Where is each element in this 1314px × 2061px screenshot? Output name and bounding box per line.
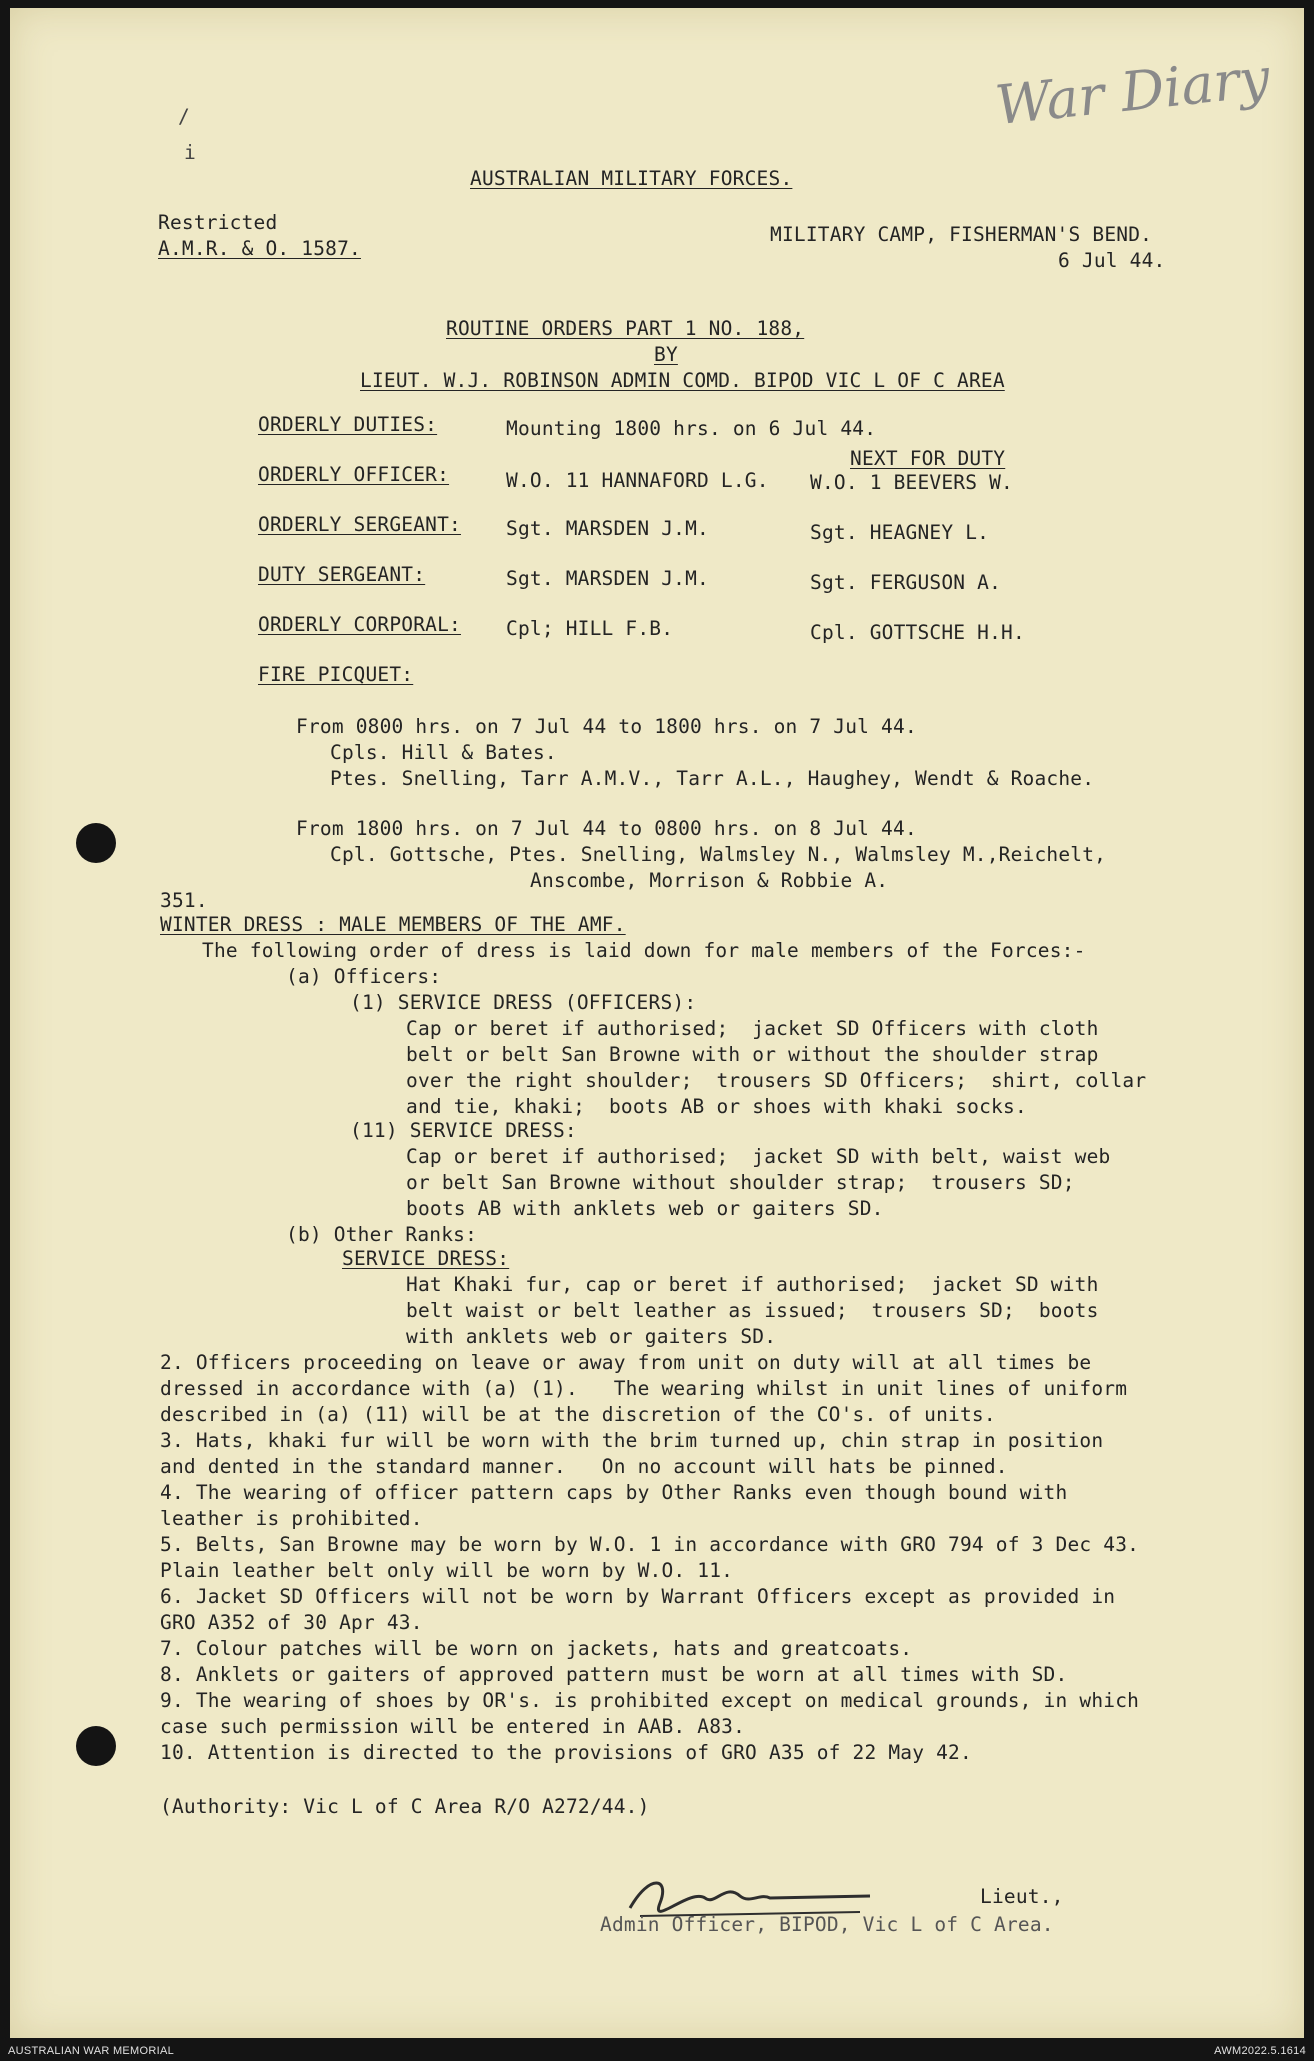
fire-picquet-label: FIRE PICQUET: [258,663,414,686]
handwritten-note: War Diary [992,45,1273,138]
duty-label: DUTY SERGEANT: [258,563,426,586]
order-line: 7. Colour patches will be worn on jackets, hats and greatcoats. [160,1637,913,1660]
order-line: (1) SERVICE DRESS (OFFICERS): [350,991,697,1014]
duty-next: Sgt. HEAGNEY L. [810,521,990,544]
order-line: Hat Khaki fur, cap or beret if authorised; jacket SD with [406,1273,1099,1296]
order-line: dressed in accordance with (a) (1). The wearing whilst in unit lines of uniform [160,1377,1128,1400]
next-for-duty-label: NEXT FOR DUTY [850,447,1006,470]
order-line: 3. Hats, khaki fur will be worn with the brim turned up, chin strap in position [160,1429,1104,1452]
order-line: 5. Belts, San Browne may be worn by W.O. 1 in accordance with GRO 794 of 3 Dec 43. [160,1533,1140,1556]
document-page [10,8,1304,2038]
order-line: case such permission will be entered in AAB. A83. [160,1715,746,1738]
order-line: SERVICE DRESS: [342,1247,510,1270]
order-line: belt or belt San Browne with or without the shoulder strap [406,1043,1099,1066]
order-line: and tie, khaki; boots AB or shoes with khaki socks. [406,1095,1027,1118]
duty-label: ORDERLY CORPORAL: [258,613,461,636]
order-line: over the right shoulder; trousers SD Officers; shirt, collar [406,1069,1147,1092]
page-mark-slash: / [178,105,190,128]
duty-current: Cpl; HILL F.B. [506,617,674,640]
fire-picquet-line: Cpls. Hill & Bates. [330,741,557,764]
order-line: 9. The wearing of shoes by OR's. is prohibited except on medical grounds, in which [160,1689,1140,1712]
duty-next: Sgt. FERGUSON A. [810,571,1002,594]
duty-current: W.O. 11 HANNAFORD L.G. [506,469,769,492]
order-line: with anklets web or gaiters SD. [406,1325,777,1348]
punch-hole-lower [76,1726,116,1766]
duty-label: ORDERLY DUTIES: [258,413,438,436]
fire-picquet-line: Cpl. Gottsche, Ptes. Snelling, Walmsley N., Walmsley M.,Reichelt, [330,843,1107,866]
authority-line: (Authority: Vic L of C Area R/O A272/44.) [160,1795,650,1818]
order-line: (b) Other Ranks: [286,1223,478,1246]
duty-current: Sgt. MARSDEN J.M. [506,567,709,590]
order-line: 4. The wearing of officer pattern caps by Other Ranks even though bound with [160,1481,1068,1504]
order-line: 8. Anklets or gaiters of approved pattern must be worn at all times with SD. [160,1663,1068,1686]
order-number: 351. [160,889,208,912]
order-line-overtyped: 6. Jacket SD Officers will not be worn by Warrant Officers except as provided in [160,1585,1116,1608]
order-line: The following order of dress is laid down for male members of the Forces:- [202,939,1086,962]
signature-title: Admin Officer, BIPOD, Vic L of C Area. [600,1913,1054,1936]
order-line: (a) Officers: [286,965,442,988]
duty-current: Mounting 1800 hrs. on 6 Jul 44. [506,417,877,440]
order-line: GRO A352 of 30 Apr 43. [160,1611,423,1634]
order-line: Cap or beret if authorised; jacket SD with belt, waist web [406,1145,1111,1168]
orders-by: BY [654,343,678,366]
order-line: 2. Officers proceeding on leave or away from unit on duty will at all times be [160,1351,1092,1374]
duty-next: Cpl. GOTTSCHE H.H. [810,621,1025,644]
order-line: described in (a) (11) will be at the discretion of the CO's. of units. [160,1403,996,1426]
fire-picquet-line: Anscombe, Morrison & Robbie A. [530,869,889,892]
order-line: boots AB with anklets web or gaiters SD. [406,1197,884,1220]
orders-title: ROUTINE ORDERS PART 1 NO. 188, [446,317,805,340]
duty-next: W.O. 1 BEEVERS W. [810,471,1013,494]
restricted-label: Restricted [158,211,278,234]
order-line: Cap or beret if authorised; jacket SD Officers with cloth [406,1017,1099,1040]
punch-hole-upper [76,823,116,863]
order-line: or belt San Browne without shoulder strap; trousers SD; [406,1171,1075,1194]
camp-location: MILITARY CAMP, FISHERMAN'S BEND. [770,223,1153,246]
page-mark-i: i [184,141,196,164]
duty-label: ORDERLY SERGEANT: [258,513,461,536]
order-line: (11) SERVICE DRESS: [350,1119,577,1142]
fire-picquet-line: From 0800 hrs. on 7 Jul 44 to 1800 hrs. on 7 Jul 44. [296,715,917,738]
order-line: Plain leather belt only will be worn by W.O. 11. [160,1559,734,1582]
document-date: 6 Jul 44. [1058,249,1166,272]
duty-label: ORDERLY OFFICER: [258,463,450,486]
order-line: belt waist or belt leather as issued; trousers SD; boots [406,1299,1099,1322]
document-title: AUSTRALIAN MILITARY FORCES. [470,167,793,190]
order-line: 10. Attention is directed to the provisions of GRO A35 of 22 May 42. [160,1741,972,1764]
signature-rank: Lieut., [980,1885,1064,1908]
fire-picquet-line: From 1800 hrs. on 7 Jul 44 to 0800 hrs. on 8 Jul 44. [296,817,917,840]
order-line: leather is prohibited. [160,1507,423,1530]
footer-left: AUSTRALIAN WAR MEMORIAL [8,2045,175,2057]
fire-picquet-line: Ptes. Snelling, Tarr A.M.V., Tarr A.L., Haughey, Wendt & Roache. [330,767,1095,790]
duty-current: Sgt. MARSDEN J.M. [506,517,709,540]
order-line: and dented in the standard manner. On no account will hats be pinned. [160,1455,1008,1478]
order-heading: WINTER DRESS : MALE MEMBERS OF THE AMF. [160,913,626,936]
amr-reference: A.M.R. & O. 1587. [158,237,361,260]
footer-right: AWM2022.5.1614 [1214,2045,1306,2057]
orders-commander: LIEUT. W.J. ROBINSON ADMIN COMD. BIPOD VIC L OF C AREA [360,369,1005,392]
